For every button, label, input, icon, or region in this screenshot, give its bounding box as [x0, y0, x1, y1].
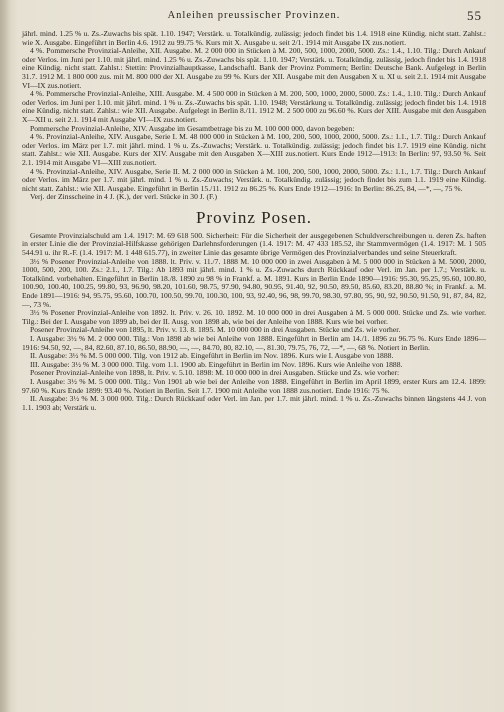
- paragraph: 4 %. Provinzial-Anleihe, XIV. Ausgabe, Serie II. M. 2 000 000 in Stücken à M. 100, 200, 500, 1000, 2000, 5000. Zs.: 1.1., 1.7. Tilg.: Durch Ankauf oder Verlos. im März per 1.7. mit jährl. mind. 1 % u. Zs.-Zuwachs; Verstärk. u. Totalkündig. zulässig; jedoch findet bis zum 1.1. 1919 eine Kündig. nicht statt. Zahlst.: wie XII. Ausgabe. Eingeführt in Berlin 15./11. 1912 zu 86.25 %. Kurs Ende 1912—1916: In Berlin: 86.25, 84, —*, —, 75 %.: [22, 166, 486, 193]
- paragraph: 4 %. Provinzial-Anleihe, XIV. Ausgabe, Serie I. M. 48 000 000 in Stücken à M. 100, 200, 500, 1000, 2000, 5000. Zs.: 1.1., 1.7. Tilg.: Durch Ankauf oder Verlos. im März per 1.7. mit jährl. mind. 1 % u. Zs.-Zuwachs; Verstärk. u. Totalkündig. zulässig; jedoch findet bis 1.7. 1919 eine Kündig. nicht statt. Zahlst.: wie XII. Ausgabe. Kurs der XIV. Ausgabe mit den Ausgaben X—XIII zus.notiert. Kurs Ende 1912—1913: In Berlin: 97, 93.50 %. Seit 2.1. 1914 mit Ausgabe VI—XIII zus.notiert.: [22, 132, 486, 167]
- paragraph: 4 %. Pommersche Provinzial-Anleihe, XIII. Ausgabe. M. 4 500 000 in Stücken à M. 200, 500, 1000, 2000, 5000. Zs.: 1.4., 1.10. Tilg.: Durch Ankauf oder Verlos. im Juni per 1.10. mit jährl. mind. 1 % u. Zs.-Zuwachs bis spät. 1.10. 1948; Verstärkung u. Totalkündig. zulässig; jedoch findet bis 1.4. 1918 eine Kündig. nicht statt. Zahlst.: wie XII. Ausgabe. Aufgelegt in Berlin 8./11. 1912 M. 2 500 000 zu 96.60 %. Kurs der XIII. Ausgabe mit den Ausgaben X—XII u. seit 2.1. 1914 mit Ausgabe VI—IX zus.notiert.: [22, 89, 486, 124]
- paragraph: 3½ % Posener Provinzial-Anleihe von 1892. lt. Priv. v. 26. 10. 1892. M. 10 000 000 in drei Ausgaben à M. 5 000 000. Stücke und Zs. wie vorher. Tilg.: Bei der I. Ausgabe von 1899 ab, bei der II. Ausg. von 1898 ab, wie bei der Anleihe von 1888. Kurs wie bei vorher.: [22, 308, 486, 326]
- paragraph: jährl. mind. 1.25 % u. Zs.-Zuwachs bis spät. 1.10. 1947; Verstärk. u. Totalkündig. zulässig; jedoch findet bis 1.4. 1918 eine Kündig. nicht statt. Zahlst.: wie X. Ausgabe. Eingeführt in Berlin 4.6. 1912 zu 99.75 %. Kurs mit X. Ausgabe u. seit 2/1. 1914 mit Ausgabe IX zus.notiert.: [22, 29, 486, 47]
- section-pommern: [22, 30, 486, 202]
- paragraph: Posener Provinzial-Anleihe von 1895, lt. Priv. v. 13. 8. 1895. M. 10 000 000 in drei Ausgaben. Stücke und Zs. wie vorher.: [30, 325, 401, 335]
- paragraph: Posener Provinzial-Anleihe von 1898, lt. Priv. v. 5.10. 1898: M. 10 000 000 in drei Ausgaben. Stücke und Zs. wie vorher:: [30, 368, 400, 378]
- paragraph: Gesamte Provinzialschuld am 1.4. 1917: M. 69 618 500. Sicherheit: Für die Sicherheit der ausgegebenen Schuldverschreibungen u. deren Zs. haften in erster Linie die der Provinzial-Hilfskasse gehörigen Darlehnsforderungen (1.4. 1917: M. 47 433 185.52, ihr Stammvermögen (1.4. 1917: M. 1 505 544.91 u. ihr R.-F. (1.4. 1917: M. 1 448 615.77), in zweiter Linie das gesamte übrige Vermögen des Provinzialverbandes und seine Steuerkraft.: [22, 230, 486, 258]
- section-posen: [22, 232, 486, 412]
- paragraph: I. Ausgabe: 3½ % M. 2 000 000. Tilg.: Von 1898 ab wie bei Anleihe von 1888. Eingeführt in Berlin am 14./1. 1896 zu 96.75 %. Kurs Ende 1896—1916: 94.50, 92, —, 84, 82.60, 87.10, 86.50, 88.90, —, —, 84.70, 80, 82.10, —, 81.30, 79.75, 76, 72, —*, —, 68 %. Notiert in Berlin.: [22, 334, 486, 352]
- binding-shadow: [0, 0, 10, 712]
- page-number: 55: [467, 8, 482, 23]
- paragraph: III. Ausgabe: 3½ % M. 3 000 000. Tilg. vom 1.1. 1900 ab. Eingeführt in Berlin im Nov. 1896. Kurs wie Anleihe von 1888.: [30, 359, 403, 369]
- paragraph: 4 %. Pommersche Provinzial-Anleihe, XII. Ausgabe. M. 2 000 000 in Stücken à M. 200, 500, 1000, 2000, 5000. Zs.: 1.4., 1.10. Tilg.: Durch Ankauf oder Verlos. im Juni per 1.10. mit jährl. mind. 1.25 % u. Zs.-Zuwachs bis spät. 1.10. 1947; Verstärk. u. Totalkündig. zulässig, jedoch findet bis 1.4. 1918 eine Kündig. nicht statt. Zahlst.: Stettin: Provinzialhauptkasse, Landschaftl. Bank der Provinz Pommern; Berlin: Deutsche Bank. Aufgelegt in Berlin 31.7. 1912 M. 1 800 000 zus. mit M. 800 000 der XI. Ausgabe zu 99 %. Kurs der XII. Ausgabe mit den Ausgaben X u. XI u. seit 2.1. 1914 mit Ausgabe VI—IX zus.notiert.: [22, 46, 486, 90]
- section-heading: Provinz Posen.: [196, 207, 312, 227]
- running-title: Anleihen preussischer Provinzen.: [167, 10, 341, 21]
- paragraph: Pommersche Provinzial-Anleihe, XIV. Ausgabe im Gesamtbetrage bis zu M. 100 000 000, davon begeben:: [30, 123, 355, 133]
- paragraph: II. Ausgabe: 3½ % M. 5 000 000. Tilg. von 1912 ab. Eingeführt in Berlin im Nov. 1896. Kurs wie I. Ausgabe von 1888.: [30, 351, 394, 361]
- paragraph: I. Ausgabe: 3½ % M. 5 000 000. Tilg.: Von 1901 ab wie bei der Anleihe von 1888. Eingeführt in Berlin im April 1899, erster Kurs am 12.4. 1899: 97.60 %. Kurs Ende 1899: 93.40 %. Notiert in Berlin. Seit 1.7. 1900 mit Anleihe von 1888 zus.notiert. Ende 1916: 75 %.: [22, 376, 486, 395]
- paragraph: II. Ausgabe: 3½ % M. 3 000 000. Tilg.: Durch Rückkauf oder Verl. im Jan. per 1.7. mit jährl. mind. 1 % u. Zs.-Zuwachs binnen längstens 44 J. von 1.1. 1903 ab; Verstärk u.: [22, 394, 486, 412]
- paragraph: Verj. der Zinsscheine in 4 J. (K.), der verl. Stücke in 30 J. (F.): [30, 192, 218, 202]
- page-header: [22, 10, 486, 30]
- paragraph: 3½ % Posener Provinzial-Anleihe von 1888. lt. Priv. v. 11./7. 1888 M. 10 000 000 in zwei Ausgaben à M. 5 000 000 in Stücken à M. 5000, 2000, 1000, 500, 200, 100. Zs.: 2.1., 1.7. Tilg.: Ab 1893 mit jährl. mind. 1 % u. Zs.-Zuwachs durch Rückkauf oder Verl. im Jan. per 1.7.; Verstärk. u. Totalkünd. vorbehalten. Eingeführt in Berlin 18./8. 1890 zu 98 % in Frankf. a. M. 1891. Kurs in Berlin Ende 1890—1916: 95.30, 95.25, 95.60, 100.80, 100.90, 100.40, 100.25, 99.80, 93, 96.90, 98.20, 101.60, 98.75, 97.90, 94.80, 90.95, 91.40, 92, 90.50, 89.50, 85.60, 83.20, 88.80 %; in Frankf. a. M. Ende 1891—1916: 94, 95.75, 95.60, 100.70, 100.50, 99.70, 100.30, 100, 93, 92.40, 96, 98, 99.70, 98.30, 97.80, 95, 90, 92, 90.50, 91.50, 91, 87, 84, 82, —, 73 %.: [22, 256, 486, 309]
